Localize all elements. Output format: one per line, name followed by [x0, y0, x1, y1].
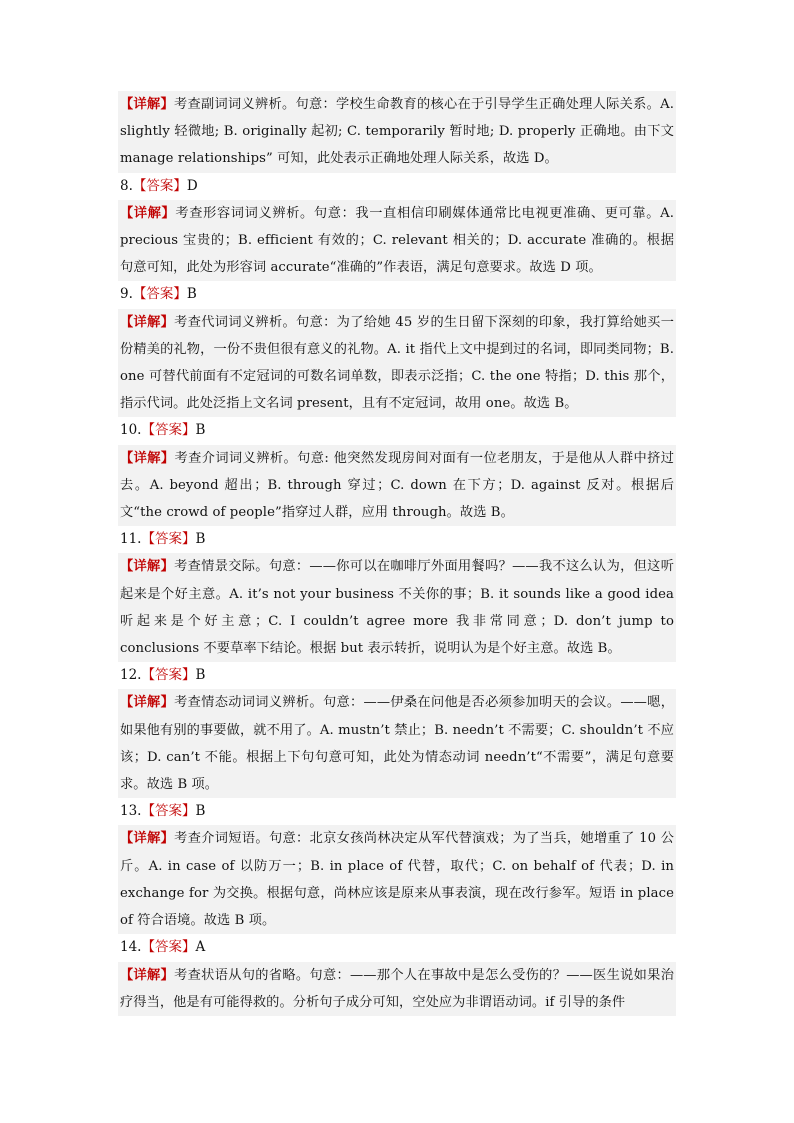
answer-line	[118, 662, 676, 689]
answer-value: B	[195, 422, 206, 439]
answer-tag: 【答案】	[141, 939, 196, 956]
answer-line	[118, 798, 676, 825]
answer-value: A	[195, 939, 206, 956]
detail-tag: 【详解】	[120, 314, 175, 330]
detail-block	[118, 200, 676, 282]
detail-block	[118, 91, 676, 173]
detail-tag: 【详解】	[120, 450, 175, 466]
question-number: 11.	[120, 531, 142, 548]
detail-text: 考查副词词义辨析。句意：学校生命教育的核心在于引导学生正确处理人际关系。A. slightly 轻微地; B. originally 起初; C. temporarily 暂时地; D. properly 正确地。由下文manage relationships” 可知，此处表示正确地处理人际关系，故选 D。	[120, 97, 674, 167]
answer-line	[118, 934, 676, 961]
question-number: 12.	[120, 667, 142, 684]
answer-value: B	[186, 286, 197, 303]
question-number: 10.	[120, 422, 142, 439]
detail-block	[118, 445, 676, 527]
detail-tag: 【详解】	[120, 205, 176, 221]
answer-tag: 【答案】	[132, 177, 187, 194]
detail-text: 考查情景交际。句意：——你可以在咖啡厅外面用餐吗？——我不这么认为，但这听起来是个好主意。A. it’s not your business 不关你的事；B. it sounds like a good idea 听起来是个好主意；C. I couldn’t agree more 我非常同意；D. don’t jump to conclusions 不要草率下结论。根据 but 表示转折，说明认为是个好主意。故选 B。	[120, 559, 674, 657]
answer-line	[118, 417, 676, 444]
answer-key-document	[118, 91, 676, 1016]
answer-value: D	[186, 177, 198, 194]
answer-value: B	[195, 531, 206, 548]
detail-text: 考查形容词词义辨析。句意：我一直相信印刷媒体通常比电视更准确、更可靠。A. precious 宝贵的；B. efficient 有效的；C. relevant 相关的；D. accurate 准确的。根据句意可知，此处为形容词 accurate“准确的”作表语，满足句意要求。故选 D 项。	[120, 205, 674, 276]
question-number: 8.	[120, 177, 133, 194]
answer-line	[118, 173, 676, 200]
detail-block	[118, 962, 676, 1016]
answer-tag: 【答案】	[141, 667, 196, 684]
detail-text: 考查介词词义辨析。句意: 他突然发现房间对面有一位老朋友，于是他从人群中挤过去。A. beyond 超出；B. through 穿过；C. down 在下方；D. against 反对。根据后文“the crowd of people”指穿过人群，应用 through。故选 B。	[120, 450, 674, 521]
detail-tag: 【详解】	[120, 967, 175, 983]
detail-tag: 【详解】	[120, 559, 175, 575]
detail-tag: 【详解】	[120, 695, 175, 711]
detail-tag: 【详解】	[120, 97, 175, 112]
detail-block	[118, 553, 676, 662]
question-number: 13.	[120, 803, 142, 820]
answer-tag: 【答案】	[141, 422, 196, 439]
answer-line	[118, 281, 676, 308]
detail-block	[118, 689, 676, 798]
detail-tag: 【详解】	[120, 831, 175, 847]
answer-value: B	[195, 803, 206, 820]
detail-block	[118, 825, 676, 934]
detail-text: 考查代词词义辨析。句意：为了给她 45 岁的生日留下深刻的印象，我打算给她买一份精美的礼物，一份不贵但很有意义的礼物。A. it 指代上文中提到过的名词，即同类同物；B. one 可替代前面有不定冠词的可数名词单数，即表示泛指；C. the one 特指；D. this 那个，指示代词。此处泛指上文名词 present，且有不定冠词，故用 one。故选 B。	[120, 314, 674, 412]
answer-tag: 【答案】	[141, 531, 196, 548]
answer-value: B	[195, 667, 206, 684]
detail-text: 考查情态动词词义辨析。句意：——伊桑在问他是否必须参加明天的会议。——嗯，如果他有别的事要做，就不用了。A. mustn’t 禁止；B. needn’t 不需要；C. shouldn’t 不应该；D. can’t 不能。根据上下句句意可知，此处为情态动词 needn’t“不需要”，满足句意要求。故选 B 项。	[120, 695, 674, 793]
detail-text: 考查介词短语。句意：北京女孩尚林决定从军代替演戏；为了当兵，她增重了 10 公斤。A. in case of 以防万一；B. in place of 代替，取代；C. on behalf of 代表；D. in exchange for 为交换。根据句意，尚林应该是原来从事表演，现在改行参军。短语 in place of 符合语境。故选 B 项。	[120, 831, 674, 929]
answer-tag: 【答案】	[141, 803, 196, 820]
detail-block	[118, 309, 676, 418]
question-number: 9.	[120, 286, 133, 303]
answer-tag: 【答案】	[132, 286, 187, 303]
detail-text: 考查状语从句的省略。句意：——那个人在事故中是怎么受伤的？——医生说如果治疗得当，他是有可能得救的。分析句子成分可知，空处应为非谓语动词。if 引导的条件	[120, 967, 674, 1010]
answer-line	[118, 526, 676, 553]
question-number: 14.	[120, 939, 142, 956]
